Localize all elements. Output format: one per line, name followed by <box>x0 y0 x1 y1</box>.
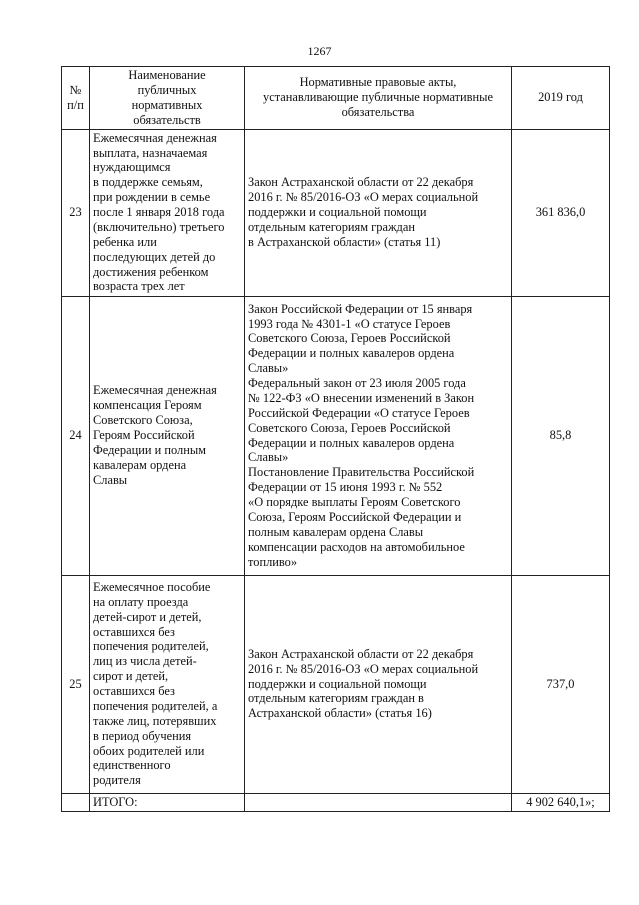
table-row <box>62 296 610 575</box>
total-label: ИТОГО: <box>90 793 245 811</box>
text-line: 2016 г. № 85/2016-ОЗ «О мерах социальной <box>248 190 479 205</box>
text-line: Союза, Героям Российской Федерации и <box>248 509 462 524</box>
total-row <box>62 793 610 811</box>
table-row <box>62 129 610 296</box>
legal-acts <box>245 129 512 296</box>
text-line: Ежемесячная денежная <box>93 383 217 398</box>
text-line: попечения родителей, <box>93 639 209 654</box>
text-line: Ежемесячное пособие <box>93 579 211 594</box>
text-line: оставшихся без <box>93 624 175 639</box>
text-line: при рождении в семье <box>93 190 211 205</box>
text-line: Закон Астраханской области от 22 декабря <box>248 646 474 661</box>
text-line: последующих детей до <box>93 249 216 264</box>
text-line: «О порядке выплаты Героям Советского <box>248 495 461 509</box>
text-line: попечения родителей, а <box>93 698 218 713</box>
row-number: 23 <box>62 129 90 296</box>
text-line: поддержки и социальной помощи <box>248 205 427 220</box>
text-line: топливо» <box>248 554 298 569</box>
text-line: Постановление Правительства Российской <box>248 465 475 480</box>
amount-2019: 361 836,0 <box>512 129 610 296</box>
text-line: Астраханской области» (статья 16) <box>248 706 432 721</box>
text-line: детей-сирот и детей, <box>93 609 202 624</box>
text-line: (включительно) третьего <box>93 219 225 234</box>
text-line: № 122-ФЗ «О внесении изменений в Закон <box>248 390 475 405</box>
header-num-line: п/п <box>67 97 84 112</box>
text-line: в Астраханской области» (статья 11) <box>248 234 441 249</box>
text-line: Героям Российской <box>93 428 195 443</box>
text-line: Славы» <box>248 361 289 376</box>
text-line: сирот и детей, <box>93 669 169 684</box>
text-line: достижения ребенком <box>93 264 209 279</box>
header-name <box>90 67 245 130</box>
obligation-name <box>90 296 245 575</box>
text-line: Советского Союза, <box>93 413 193 428</box>
text-line: компенсации расходов на автомобильное <box>248 539 465 554</box>
text-line: ребенка или <box>93 234 157 249</box>
text-line: в период обучения <box>93 728 192 743</box>
text-line: кавалерам ордена <box>93 457 187 472</box>
header-name-line: Наименование <box>128 68 206 82</box>
obligations-table <box>61 66 610 812</box>
text-line: Российской Федерации «О статусе Героев <box>248 405 470 420</box>
text-line: Славы <box>93 472 128 487</box>
text-line: также лиц, потерявших <box>93 713 217 728</box>
text-line: Советского Союза, Героев Российской <box>248 331 451 346</box>
text-line: 1993 года № 4301-1 «О статусе Героев <box>248 316 451 331</box>
obligation-name <box>90 575 245 793</box>
text-line: оставшихся без <box>93 684 175 698</box>
obligation-name <box>90 129 245 296</box>
table-row <box>62 575 610 793</box>
text-line: Федерации и полным <box>93 442 206 457</box>
page-number: 1267 <box>307 44 332 58</box>
text-line: нуждающимся <box>93 160 171 175</box>
text-line: Федеральный закон от 23 июля 2005 года <box>248 376 466 390</box>
header-name-line: публичных <box>137 82 197 97</box>
text-line: родителя <box>93 773 141 788</box>
text-line: Федерации и полных кавалеров ордена <box>248 346 455 361</box>
text-line: в поддержке семьям, <box>93 175 203 190</box>
text-line: лиц из числа детей- <box>93 654 197 669</box>
text-line: Закон Астраханской области от 22 декабря <box>248 175 474 190</box>
text-line: обоих родителей или <box>93 743 205 758</box>
text-line: отдельным категориям граждан в <box>248 691 424 706</box>
legal-acts <box>245 575 512 793</box>
text-line: полным кавалерам ордена Славы <box>248 524 424 539</box>
text-line: Закон Российской Федерации от 15 января <box>248 301 473 316</box>
row-number: 24 <box>62 296 90 575</box>
text-line: Федерации от 15 июня 1993 г. № 552 <box>248 480 443 495</box>
total-acts-cell <box>245 793 512 811</box>
text-line: 2016 г. № 85/2016-ОЗ «О мерах социальной <box>248 661 479 676</box>
header-acts <box>245 67 512 130</box>
header-acts-line: устанавливающие публичные нормативные <box>263 90 493 105</box>
text-line: отдельным категориям граждан <box>248 219 415 234</box>
text-line: возраста трех лет <box>93 279 185 294</box>
text-line: Ежемесячная денежная <box>93 130 217 145</box>
legal-acts <box>245 296 512 575</box>
text-line: поддержки и социальной помощи <box>248 676 427 691</box>
header-acts-line: обязательства <box>341 105 415 120</box>
text-line: выплата, назначаемая <box>93 145 208 160</box>
text-line: компенсация Героям <box>93 398 202 413</box>
total-num-cell <box>62 793 90 811</box>
text-line: единственного <box>93 758 171 773</box>
amount-2019: 737,0 <box>512 575 610 793</box>
header-acts-line: Нормативные правовые акты, <box>299 75 457 90</box>
text-line: Славы» <box>248 450 289 465</box>
header-year: 2019 год <box>512 67 610 130</box>
total-amount: 4 902 640,1»; <box>512 793 610 811</box>
header-name-line: обязательств <box>133 112 201 127</box>
text-line: на оплату проезда <box>93 594 189 609</box>
header-name-line: нормативных <box>131 97 203 112</box>
header-num-line: № <box>69 82 82 97</box>
text-line: Федерации и полных кавалеров ордена <box>248 435 455 450</box>
header-num <box>62 67 90 130</box>
text-line: после 1 января 2018 года <box>93 205 225 220</box>
text-line: Советского Союза, Героев Российской <box>248 420 451 435</box>
amount-2019: 85,8 <box>512 296 610 575</box>
row-number: 25 <box>62 575 90 793</box>
table-header-row <box>62 67 610 130</box>
